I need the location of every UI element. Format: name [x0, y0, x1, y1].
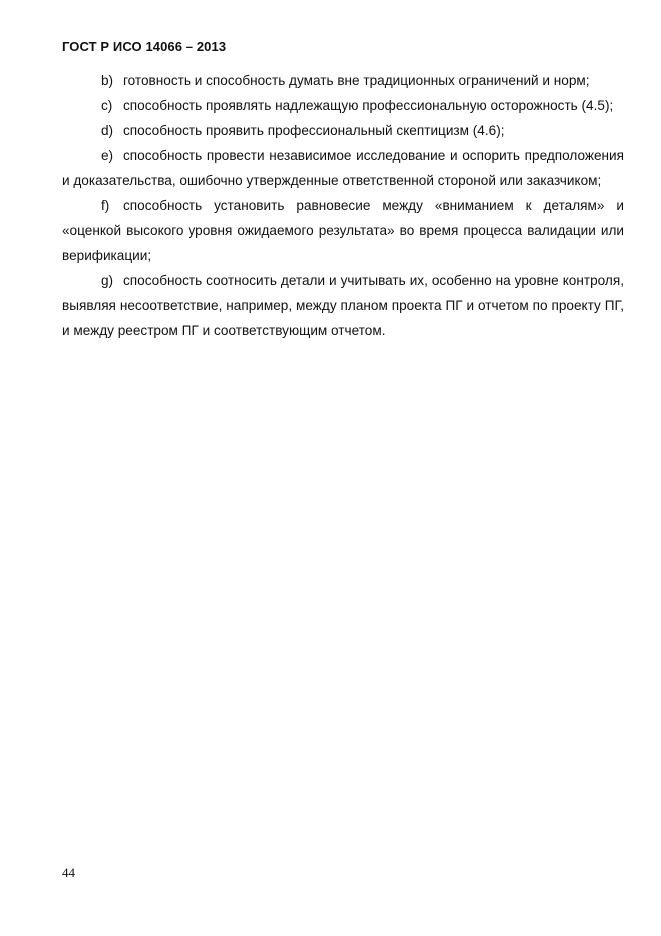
document-header: ГОСТ Р ИСО 14066 – 2013 — [62, 39, 227, 54]
list-item-g — [62, 268, 624, 343]
list-marker: f) — [101, 198, 110, 213]
list-marker: d) — [101, 123, 114, 138]
list-item-text: способность установить равновесие между «вниманием к деталям» и «оценкой высокого уровня ожидаемого результата» во время процесса валидации или верификации; — [62, 198, 624, 263]
list-marker: e) — [101, 148, 114, 163]
list-item-text: способность проявить профессиональный скептицизм (4.6); — [123, 123, 505, 138]
list-marker: b) — [101, 73, 114, 88]
page-number: 44 — [62, 865, 75, 880]
list-item-text: готовность и способность думать вне традиционных ограничений и норм; — [123, 73, 590, 88]
list-content — [62, 68, 624, 343]
list-item-d — [62, 118, 624, 143]
list-marker: c) — [101, 98, 113, 113]
list-item-b — [62, 68, 624, 93]
list-item-f — [62, 193, 624, 268]
list-item-e — [62, 143, 624, 193]
list-marker: g) — [101, 273, 114, 288]
list-item-text: способность проявлять надлежащую профессиональную осторожность (4.5); — [123, 98, 614, 113]
list-item-text: способность провести независимое исследование и оспорить предположения и доказательства, ошибочно утвержденные ответственной стороной или заказчиком; — [62, 148, 624, 188]
list-item-c — [62, 93, 624, 118]
list-item-text: способность соотносить детали и учитывать их, особенно на уровне контроля, выявляя несоответствие, например, между планом проекта ПГ и отчетом по проекту ПГ, и между реестром ПГ и соответствующим отчетом. — [62, 273, 624, 338]
